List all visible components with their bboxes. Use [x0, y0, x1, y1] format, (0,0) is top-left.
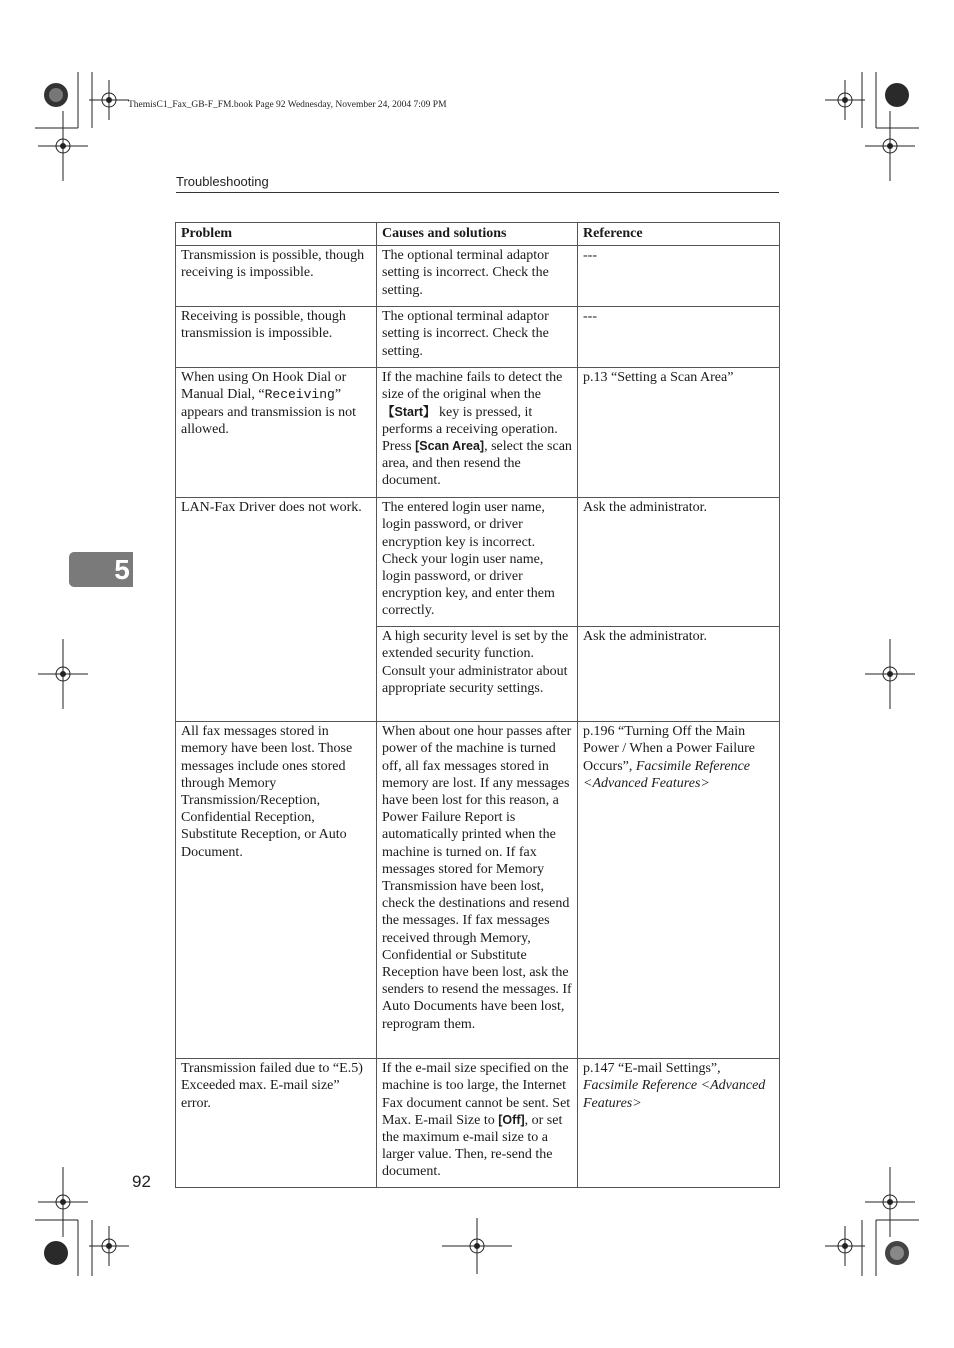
header-rule	[176, 192, 779, 193]
problem-cell: Transmission failed due to “E.5) Exceeded max. E-mail size” error.	[176, 1059, 377, 1188]
cause-cell: The optional terminal adaptor setting is incorrect. Check the setting.	[377, 307, 578, 368]
cause-text: , or set the maximum e-mail size to a larger value. Then, re-send the document.	[382, 1112, 563, 1180]
table-row	[176, 1059, 780, 1188]
problem-cell: Transmission is possible, though receiving is impossible.	[176, 246, 377, 307]
header-problem: Problem	[176, 223, 377, 246]
troubleshooting-table	[175, 222, 780, 1188]
table-row	[176, 722, 780, 1059]
problem-text: When using On Hook Dial or Manual Dial, “	[181, 370, 347, 403]
problem-text: ” appears and transmission is not allowed.	[181, 387, 356, 437]
reference-cell: Ask the administrator.	[578, 498, 780, 627]
reference-cell: ---	[578, 307, 780, 368]
cause-cell: A high security level is set by the extended security function. Consult your administrator about appropriate security settings.	[377, 627, 578, 722]
scan-area-key-label: [Scan Area]	[415, 439, 485, 454]
cause-text: If the machine fails to detect the size of the original when the	[382, 370, 563, 403]
cause-cell	[377, 368, 578, 498]
reference-cell: p.13 “Setting a Scan Area”	[578, 368, 780, 498]
start-key-label: 【Start】	[382, 404, 436, 419]
problem-cell: Receiving is possible, though transmission is impossible.	[176, 307, 377, 368]
reference-cell	[578, 722, 780, 1059]
cause-cell: When about one hour passes after power of the machine is turned off, all fax messages stored in memory are lost. If any messages have been lost for this reason, a Power Failure Report is automatically printed when the machine is turned on. If fax messages stored for Memory Transmission have been lost, check the destinations and resend the messages. If fax messages received through Memory, Confidential or Substitute Reception have been lost, ask the senders to resend the messages. If Auto Documents have been lost, reprogram them.	[377, 722, 578, 1059]
header-causes: Causes and solutions	[377, 223, 578, 246]
cause-text: key is pressed, it performs a receiving operation. Press	[382, 404, 558, 455]
header-reference: Reference	[578, 223, 780, 246]
reference-text: p.147 “E-mail Settings”,	[583, 1061, 721, 1077]
table-row	[176, 368, 780, 498]
display-message: Receiving	[264, 387, 335, 403]
reference-text: p.196 “Turning Off the Main Power / When a Power Failure Occurs”,	[583, 724, 755, 774]
section-title: Troubleshooting	[176, 174, 269, 189]
reference-cell: ---	[578, 246, 780, 307]
reference-manual: Facsimile Reference <Advanced Features>	[583, 1078, 766, 1111]
table-row	[176, 246, 780, 307]
table-row	[176, 498, 780, 627]
reference-cell	[578, 1059, 780, 1188]
crop-info: ThemisC1_Fax_GB-F_FM.book Page 92 Wednesday, November 24, 2004 7:09 PM	[128, 100, 447, 110]
problem-cell: All fax messages stored in memory have been lost. Those messages include ones stored through Memory Transmission/Reception, Confidential Reception, Substitute Reception, or Auto Document.	[176, 722, 377, 1059]
chapter-number: 5	[114, 554, 130, 585]
problem-cell: LAN-Fax Driver does not work.	[176, 498, 377, 722]
cause-cell: The optional terminal adaptor setting is incorrect. Check the setting.	[377, 246, 578, 307]
page-number: 92	[132, 1172, 151, 1191]
reference-cell: Ask the administrator.	[578, 627, 780, 722]
cause-cell: The entered login user name, login password, or driver encryption key is incorrect. Check your login user name, login password, or driver encryption key, and enter them correctly.	[377, 498, 578, 627]
cause-cell	[377, 1059, 578, 1188]
cause-text: If the e-mail size specified on the machine is too large, the Internet Fax document cannot be sent. Set Max. E-mail Size to	[382, 1061, 571, 1128]
off-key-label: [Off]	[498, 1112, 525, 1127]
problem-cell	[176, 368, 377, 498]
cause-text: , select the scan area, and then resend the document.	[382, 439, 572, 489]
reference-manual: Facsimile Reference <Advanced Features>	[583, 758, 751, 791]
table-header-row	[176, 223, 780, 246]
table-row	[176, 307, 780, 368]
